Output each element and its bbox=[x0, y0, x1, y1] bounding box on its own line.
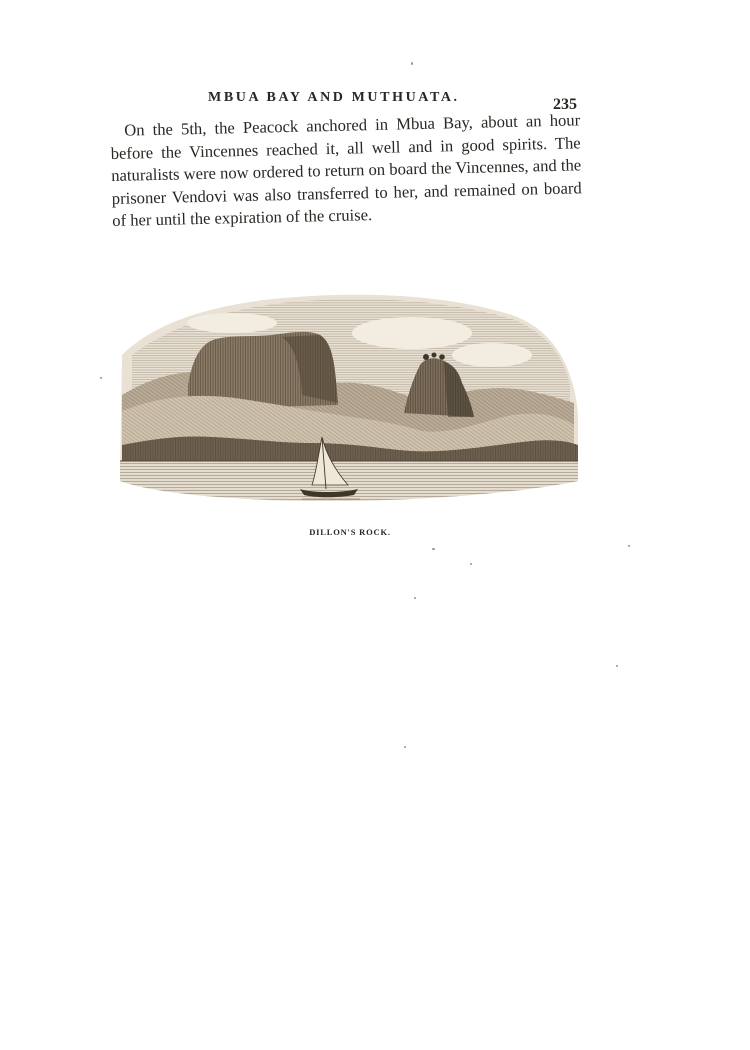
paper-speck bbox=[404, 746, 406, 748]
paper-speck bbox=[432, 548, 435, 550]
body-paragraph: On the 5th, the Peacock anchored in Mbua Bay, about an hour before the Vincennes reached it, all well and in good spirits. The naturalists were now ordered to return on board the Vincennes, and the prisoner Vendovi was also transferred to her, and remained on board of her until the expiration of the cruise. bbox=[110, 110, 582, 230]
paper-speck bbox=[628, 545, 630, 547]
page-number: 235 bbox=[553, 96, 577, 113]
paper-speck bbox=[100, 377, 102, 379]
figure-caption: DILLON'S ROCK. bbox=[309, 527, 391, 537]
cloud bbox=[187, 313, 277, 333]
paper-speck bbox=[616, 665, 618, 667]
cloud bbox=[352, 317, 472, 349]
paper-speck bbox=[470, 563, 472, 565]
cloud bbox=[452, 343, 532, 367]
engraving-svg bbox=[112, 285, 584, 517]
page-header bbox=[0, 86, 750, 116]
running-head: MBUA BAY AND MUTHUATA. bbox=[208, 90, 460, 105]
paper-speck bbox=[411, 62, 413, 65]
paper-speck bbox=[414, 597, 416, 599]
engraving-dillons-rock bbox=[112, 285, 584, 517]
